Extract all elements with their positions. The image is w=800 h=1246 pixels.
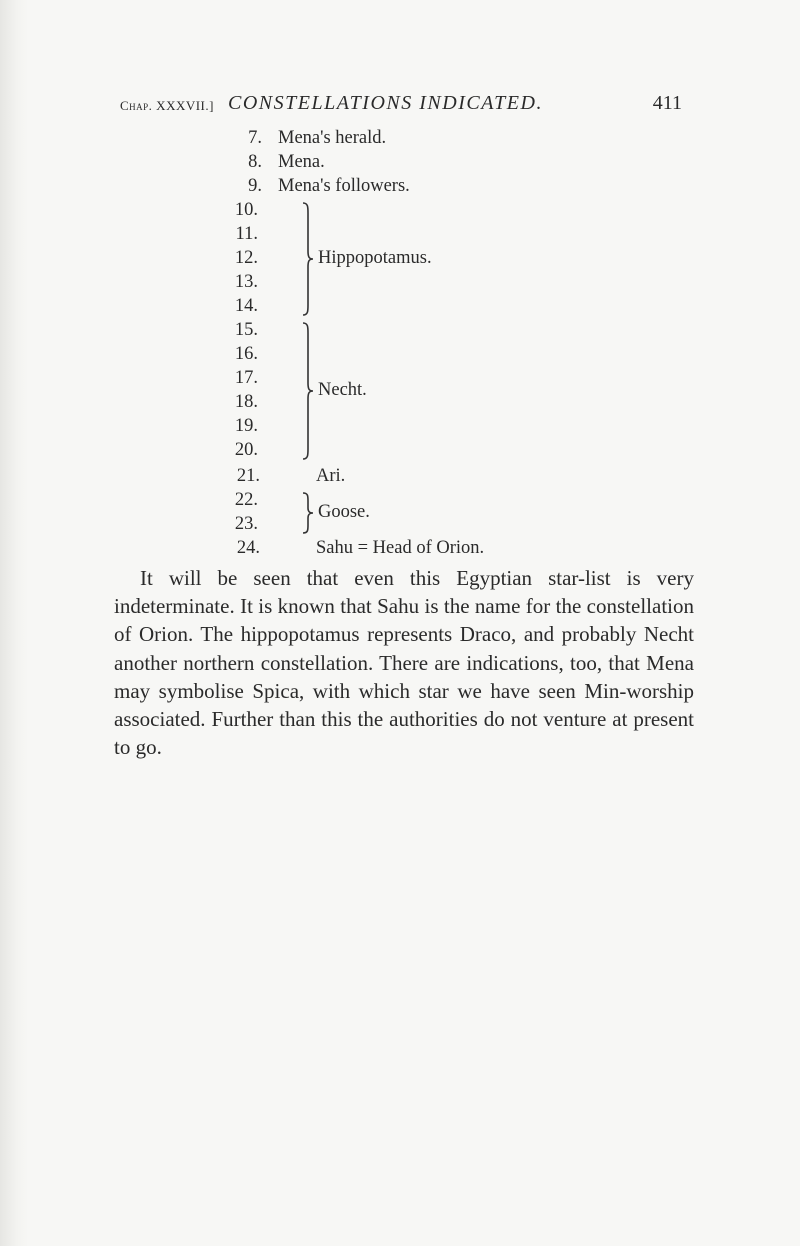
- list-name: Mena's followers.: [278, 176, 410, 196]
- list-name: Sahu = Head of Orion.: [316, 538, 485, 558]
- right-brace-icon: [300, 321, 314, 461]
- list-number: 19.: [234, 416, 258, 436]
- page-title: CONSTELLATIONS INDICATED.: [228, 92, 543, 114]
- page-edge-shadow: [0, 0, 28, 1246]
- list-name: Ari.: [316, 466, 346, 486]
- list-number: 18.: [234, 392, 258, 412]
- list-number: 7.: [248, 128, 262, 148]
- list-number: 12.: [234, 248, 258, 268]
- list-number: 24.: [236, 538, 260, 558]
- page-number: 411: [652, 92, 682, 114]
- list-name: Mena.: [278, 152, 325, 172]
- list-number: 22.: [234, 490, 258, 510]
- list-number: 14.: [234, 296, 258, 316]
- list-number: 21.: [236, 466, 260, 486]
- list-number: 15.: [234, 320, 258, 340]
- list-number: 20.: [234, 440, 258, 460]
- list-number: 13.: [234, 272, 258, 292]
- list-number: 23.: [234, 514, 258, 534]
- list-name: Hippopotamus.: [318, 248, 432, 268]
- list-number: 8.: [248, 152, 262, 172]
- chapter-reference: Chap. XXXVII.]: [120, 98, 214, 113]
- list-number: 17.: [234, 368, 258, 388]
- right-brace-icon: [300, 491, 314, 535]
- list-name: Mena's herald.: [278, 128, 387, 148]
- list-name: Goose.: [318, 502, 370, 522]
- list-number: 9.: [248, 176, 262, 196]
- body-paragraph: [114, 564, 694, 761]
- paragraph-text: It will be seen that even this Egyptian star-list is very indeterminate. It is known that Sahu is the name for the constellation of Orion. The hippopotamus represents Draco, and probably Necht another northern constellation. There are indications, too, that Mena may symbolise Spica, with which star we have seen Min-worship associated. Further than this the authorities do not venture at present to go.: [114, 566, 694, 760]
- list-number: 10.: [234, 200, 258, 220]
- list-number: 11.: [235, 224, 258, 244]
- list-number: 16.: [234, 344, 258, 364]
- right-brace-icon: [300, 201, 314, 317]
- running-header: [120, 92, 682, 116]
- list-name: Necht.: [318, 380, 367, 400]
